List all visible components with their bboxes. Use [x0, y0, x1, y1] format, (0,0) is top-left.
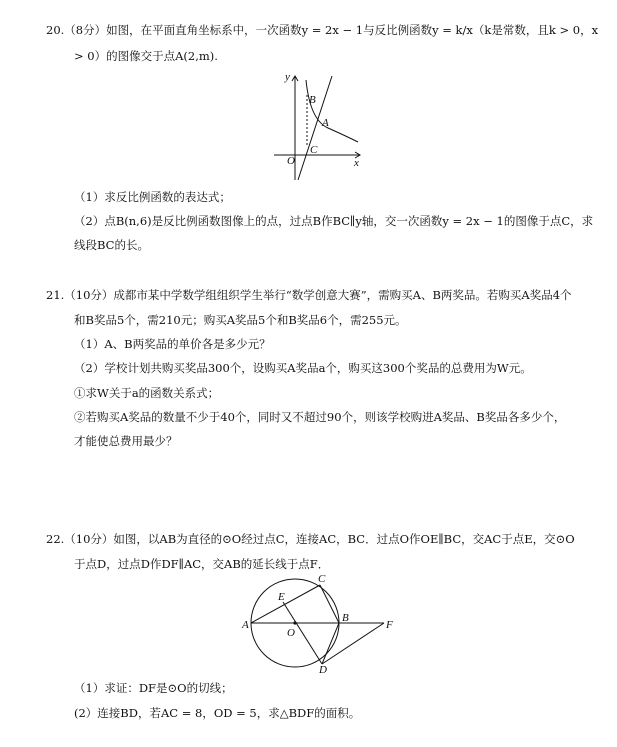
q20-part2b: 线段BC的长。	[74, 238, 149, 252]
q22-part1: （1）求证：DF是⊙O的切线；	[74, 681, 233, 695]
q22-line2: 于点D，过点D作DF∥AC，交AB的延长线于点F．	[74, 557, 330, 571]
label-x: x	[354, 157, 359, 169]
label-o: O	[287, 627, 295, 639]
q21-sub2a: ②若购买A奖品的数量不少于40个，同时又不超过90个，则该学校购进A奖品、B奖品各多少个，	[74, 410, 566, 424]
segment-df	[322, 623, 384, 664]
q21-line1: 21.（10分）成都市某中学数学组组织学生举行“数学创意大赛”，需购买A、B两奖品。若购买A奖品4个	[46, 288, 572, 302]
q20-part2a: （2）点B(n,6)是反比例函数图像上的点，过点B作BC∥y轴，交一次函数y = 2x − 1的图像于点C，求	[74, 214, 594, 228]
label-y: y	[285, 71, 290, 83]
q22-part2: (2）连接BD，若AC = 8，OD = 5，求△BDF的面积。	[74, 706, 361, 720]
label-b: B	[309, 94, 316, 106]
center-point-o	[293, 621, 296, 624]
q22-circle-figure	[240, 572, 400, 674]
q21-sub2b: 才能使总费用最少？	[74, 434, 178, 448]
label-e: E	[278, 591, 285, 603]
label-c: C	[310, 144, 318, 156]
label-c: C	[318, 573, 326, 585]
segment-bc	[320, 585, 339, 623]
q21-sub1: ①求W关于a的函数关系式；	[74, 386, 220, 400]
label-f: F	[386, 619, 393, 631]
q20-line2: > 0）的图像交于点A(2,m).	[74, 49, 218, 63]
q20-line1: 20.（8分）如图，在平面直角坐标系中，一次函数y = 2x − 1与反比例函数y = k/x（k是常数，且k > 0，x	[46, 23, 599, 37]
segment-ac	[251, 585, 320, 623]
label-a: A	[322, 117, 329, 129]
q20-graph-figure	[270, 68, 365, 183]
label-a: A	[242, 619, 249, 631]
label-o: O	[287, 155, 295, 167]
label-d: D	[319, 664, 327, 674]
q20-part1: （1）求反比例函数的表达式；	[74, 190, 231, 204]
label-b: B	[342, 612, 349, 624]
q21-part2: （2）学校计划共购买奖品300个，设购买A奖品a个，购买这300个奖品的总费用为W元。	[74, 361, 532, 375]
q21-part1: （1）A、B两奖品的单价各是多少元？	[74, 337, 271, 351]
q22-line1: 22.（10分）如图，以AB为直径的⊙O经过点C，连接AC，BC．过点O作OE∥BC，交AC于点E，交⊙O	[46, 532, 575, 546]
q21-line2: 和B奖品5个，需210元；购买A奖品5个和B奖品6个，需255元。	[74, 313, 407, 327]
